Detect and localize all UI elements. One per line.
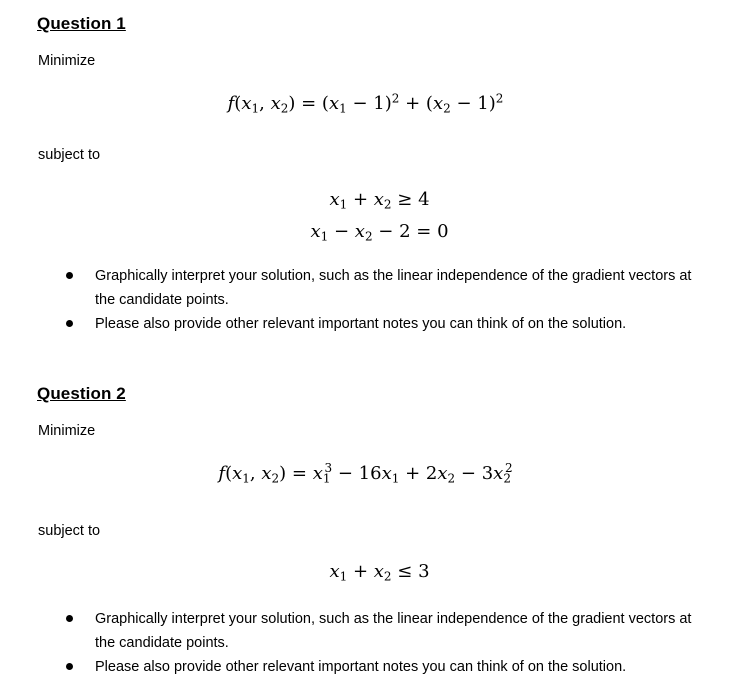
list-item: Graphically interpret your solution, such as the linear independence of the gradient vectors at the candidate points. (66, 264, 706, 312)
bullet-dot-icon (66, 272, 73, 279)
bullet-dot-icon (66, 615, 73, 622)
question-2-bullet-list (66, 607, 706, 679)
question-1-subject-label: subject to (38, 147, 101, 163)
question-2-minimize-label: Minimize (38, 423, 96, 439)
question-1-minimize-label: Minimize (38, 53, 96, 69)
question-1-objective: $f(x_1$, $x_2) = (x_1 - 1)^2 + (x_2 - 1)^2$ (227, 91, 504, 116)
bullet-dot-icon (66, 663, 73, 670)
question-2-heading: Question 2 (37, 384, 126, 403)
question-2-objective: $f(x_1$, $x_2) = x_1^3 - 16x_1 + 2x_2 - 3x_2^2$ (218, 461, 513, 486)
list-item: Graphically interpret your solution, such as the linear independence of the gradient vectors at the candidate points. (66, 607, 706, 655)
question-1-constraint-2: $x_1 - x_2 - 2 = 0$ (310, 221, 449, 244)
list-item: Please also provide other relevant important notes you can think of on the solution. (66, 312, 706, 336)
question-1-constraint-1: $x_1 + x_2 \ge 4$ (329, 189, 430, 212)
question-2-constraint-1: $x_1 + x_2 \le 3$ (329, 561, 430, 584)
list-item: Please also provide other relevant important notes you can think of on the solution. (66, 655, 706, 679)
question-1-heading: Question 1 (37, 14, 126, 33)
question-1-bullet-list (66, 264, 706, 336)
bullet-dot-icon (66, 320, 73, 327)
question-2-subject-label: subject to (38, 523, 101, 539)
